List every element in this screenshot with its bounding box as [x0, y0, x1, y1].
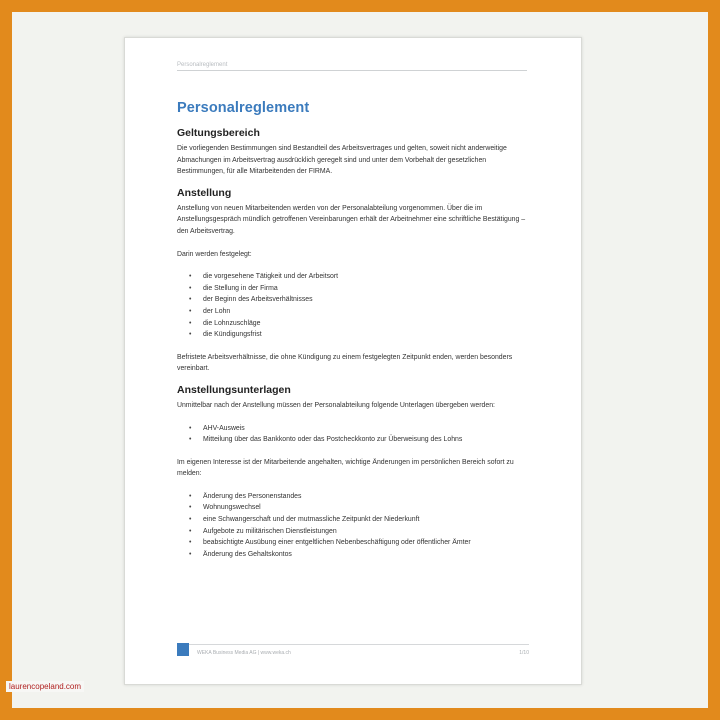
site-watermark: laurencopeland.com	[6, 681, 84, 692]
section-paragraph: Die vorliegenden Bestimmungen sind Bestandteil des Arbeitsvertrages und gelten, soweit nicht anderweitige Abmachungen im Arbeitsvertrag ausdrücklich geregelt sind und unter dem Vorbehalt der gesetzlichen Bestimmungen, für alle Mitarbeitenden der FIRMA.	[177, 145, 507, 176]
list-item: • der Beginn des Arbeitsverhältnisses	[189, 294, 529, 306]
section-heading-geltungsbereich: Geltungsbereich	[177, 127, 260, 139]
document-body	[177, 100, 529, 560]
list-item: • Mitteilung über das Bankkonto oder das Postcheckkonto zur Überweisung des Lohns	[189, 434, 529, 446]
section-heading-anstellung: Anstellung	[177, 186, 232, 199]
list-item: • die Lohnzuschläge	[189, 318, 529, 330]
list-item: • Änderung des Personenstandes	[189, 491, 529, 503]
list-item: • Änderung des Gehaltskontos	[189, 549, 529, 561]
bullet-list	[177, 271, 529, 341]
list-item: • eine Schwangerschaft und der mutmassliche Zeitpunkt der Niederkunft	[189, 514, 529, 526]
section-paragraph: Im eigenen Interesse ist der Mitarbeitende angehalten, wichtige Änderungen im persönlichen Bereich sofort zu melden:	[177, 458, 514, 478]
list-item: • der Lohn	[189, 306, 529, 318]
list-item: • die vorgesehene Tätigkeit und der Arbeitsort	[189, 271, 529, 283]
publisher-logo-icon	[177, 643, 189, 656]
section-paragraph: Darin werden festgelegt:	[177, 250, 252, 258]
section-paragraph: Unmittelbar nach der Anstellung müssen der Personalabteilung folgende Unterlagen übergeben werden:	[177, 401, 495, 409]
page-footer	[177, 644, 529, 659]
document-page	[124, 37, 582, 685]
list-item: • AHV-Ausweis	[189, 423, 529, 435]
section-paragraph: Anstellung von neuen Mitarbeitenden werden von der Personalabteilung vorgenommen. Über die im Anstellungsgespräch mündlich getroffenen Vereinbarungen erhält der Arbeitnehmer eine schriftliche Bestätigung – den Arbeitsvertrag.	[177, 204, 526, 235]
list-item: • Wohnungswechsel	[189, 502, 529, 514]
list-item: • beabsichtigte Ausübung einer entgeltlichen Nebenbeschäftigung oder öffentlicher Ämter	[189, 537, 529, 549]
list-item: • die Kündigungsfrist	[189, 329, 529, 341]
page-number: 1/10	[519, 650, 529, 656]
section-paragraph: Befristete Arbeitsverhältnisse, die ohne Kündigung zu einem festgelegten Zeitpunkt enden, werden besonders vereinbart.	[177, 353, 513, 373]
list-item: • die Stellung in der Firma	[189, 283, 529, 295]
bullet-list	[177, 423, 529, 446]
document-title: Personalreglement	[177, 100, 310, 116]
footer-text: WEKA Business Media AG | www.weka.ch	[197, 650, 291, 656]
bullet-list	[177, 491, 529, 561]
section-heading-anstellungsunterlagen: Anstellungsunterlagen	[177, 383, 291, 396]
list-item: • Aufgebote zu militärischen Dienstleistungen	[189, 526, 529, 538]
running-header: Personalreglement	[177, 62, 527, 71]
